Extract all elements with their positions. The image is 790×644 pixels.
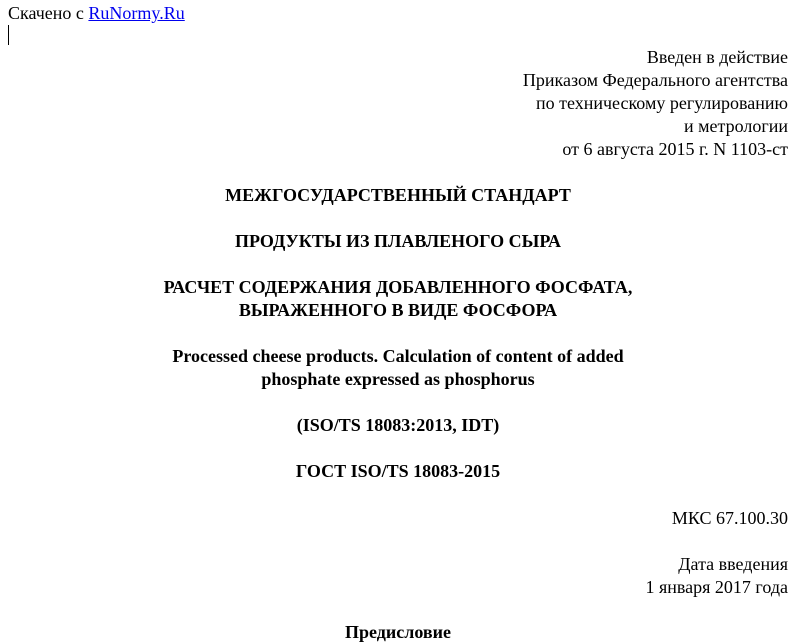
title-ru-line-1: РАСЧЕТ СОДЕРЖАНИЯ ДОБАВЛЕННОГО ФОСФАТА, (163, 277, 633, 297)
effective-date-label: Дата введения (678, 554, 788, 574)
title-ru-line-2: ВЫРАЖЕННОГО В ВИДЕ ФОСФОРА (238, 300, 558, 320)
mks-code: МКС 67.100.30 (671, 508, 788, 528)
title-en-line-1: Processed cheese products. Calculation of content of added (172, 346, 624, 366)
standard-type-heading: МЕЖГОСУДАРСТВЕННЫЙ СТАНДАРТ (225, 185, 571, 205)
document-title-ru (0, 276, 790, 322)
runormy-link[interactable]: RuNormy.Ru (88, 3, 185, 23)
iso-reference: (ISO/TS 18083:2013, IDT) (296, 415, 500, 435)
introduced-line-1: Введен в действие (646, 47, 788, 67)
title-en-line-2: phosphate expressed as phosphorus (261, 369, 535, 389)
introduced-line-5: от 6 августа 2015 г. N 1103-ст (562, 139, 788, 159)
introduced-line-3: по техническому регулированию (535, 93, 788, 113)
introduced-line-4: и метрологии (684, 116, 788, 136)
effective-date-block (645, 553, 788, 599)
introduced-block (523, 46, 788, 161)
document-title-en (0, 345, 790, 391)
downloaded-from-label: Скачено с (8, 3, 84, 23)
effective-date-value: 1 января 2017 года (645, 577, 788, 597)
product-title-heading: ПРОДУКТЫ ИЗ ПЛАВЛЕНОГО СЫРА (234, 231, 562, 251)
text-cursor (8, 25, 9, 45)
gost-number: ГОСТ ISO/TS 18083-2015 (295, 461, 501, 481)
source-line (8, 2, 185, 25)
introduced-line-2: Приказом Федерального агентства (522, 70, 788, 90)
foreword-heading: Предисловие (345, 622, 451, 642)
